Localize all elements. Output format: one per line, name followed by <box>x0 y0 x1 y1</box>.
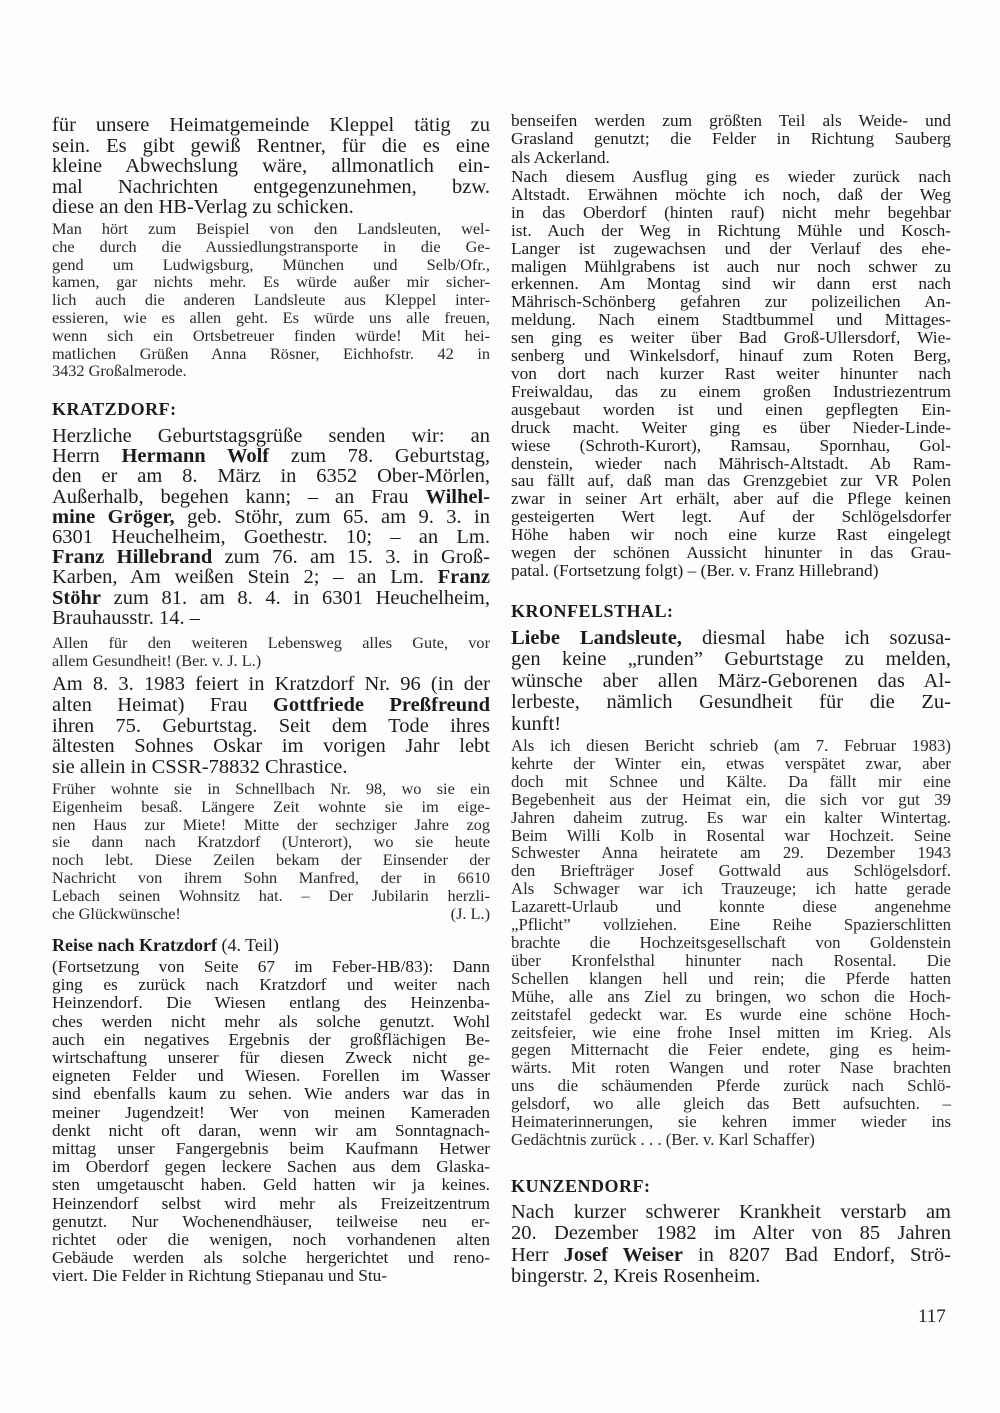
text-line: mal Nachrichten entgegenzunehmen, bzw. <box>52 175 490 198</box>
article-title: Reise nach Kratzdorf <box>52 935 217 955</box>
text-segment: zum 78. Geburtstag, <box>269 445 490 468</box>
paragraph-reise-part2 <box>511 168 951 580</box>
text-line: gen keine „runden” Geburtstage zu melden, <box>511 648 951 671</box>
text-line: gend um Ludwigsburg, München und Selb/Ofr., <box>52 254 490 274</box>
bold-name: mine Gröger, <box>52 505 175 528</box>
text-line: kamen, gar nichts mehr. Es würde außer mir sicher- <box>52 272 490 292</box>
text-segment: (J. L.) <box>450 903 490 923</box>
text-segment: Außerhalb, begehen kann; – an Frau <box>52 485 426 508</box>
text-segment: in 8207 Bad Endorf, Strö- <box>682 1243 951 1266</box>
text-line: Allen für den weiteren Lebensweg alles Gute, vor <box>52 633 490 652</box>
text-line: mittag unser Fangergebnis beim Kaufmann Hetwer <box>52 1139 490 1159</box>
text-line: denkt nicht oft daran, wenn wir am Sonntagnach- <box>52 1120 490 1140</box>
text-line: Heinzendorf. Die Wiesen entlang des Heinzenba- <box>52 993 490 1013</box>
text-line: uns die schäumenden Pferde zurück nach Schlö- <box>511 1076 951 1096</box>
text-segment: che Glückwünsche! <box>52 903 181 923</box>
text-segment: zum 81. am 8. 4. in 6301 Heuchelheim, <box>100 586 490 609</box>
bold-name: Franz Hillebrand <box>52 546 213 569</box>
text-line: Jahren daheim zutrug. Es war ein kalter Wintertag. <box>511 807 951 827</box>
text-segment: zum 76. am 15. 3. in Groß- <box>212 546 490 569</box>
text-line: noch lebt. Diese Zeilen bekam der Einsender der <box>52 850 490 870</box>
text-line: Altstadt. Erwähnen möchte ich noch, daß der Weg <box>511 184 951 204</box>
bold-name: Franz <box>437 566 490 589</box>
text-line: Schwester Anna heiratete am 29. Dezember 1943 <box>511 843 951 863</box>
text-line: sau fällt auf, daß man das Grenzgebiet zur VR Polen <box>511 471 951 491</box>
text-line: ging es zurück nach Kratzdorf und weiter nach <box>52 975 490 995</box>
text-line: Man hört zum Beispiel von den Landsleuten, wel- <box>52 219 490 238</box>
text-line: Nach kurzer schwerer Krankheit verstarb am <box>511 1201 951 1223</box>
text-line: Begebenheit aus der Heimat ein, die sich vor gut 39 <box>511 789 951 809</box>
text-line: wegen der schönen Aussicht hinunter in das Grau- <box>511 543 951 563</box>
paragraph-reise-continued <box>511 112 951 167</box>
text-line: gelsdorf, wo alle gleich das Bett aufsuchten. – <box>511 1094 951 1114</box>
text-line: Mährisch-Schönberg gefahren zur polizeilichen An- <box>511 292 951 312</box>
text-line: nen Haus zur Miete! Mitte der sechziger Jahre zog <box>52 814 490 834</box>
text-line: als Ackerland. <box>511 147 610 167</box>
text-line: sind ebenfalls kaum zu sehen. Wie anders war das in <box>52 1084 490 1104</box>
text-line: auch ein negatives Ergebnis der großflächigen Be- <box>52 1029 490 1049</box>
text-line: druck macht. Weiter ging es über Nieder-Linde- <box>511 417 951 437</box>
text-line: gesteigerten Wert legt. Auf der Schlögelsdorfer <box>511 507 951 527</box>
text-line: zeitsfeier, wie eine frohe Insel mitten im Krieg. Als <box>511 1022 951 1042</box>
text-line: zwar in seiner Art erhält, aber auf die Pflege keinen <box>511 489 951 509</box>
text-line: sie allein in CSSR-78832 Chrastice. <box>52 756 348 779</box>
text-line: Gebäude werden als solche hergerichtet und reno- <box>52 1248 490 1268</box>
text-line: lerbeste, nämlich Gesundheit für die Zu- <box>511 691 951 714</box>
text-line <box>52 487 490 507</box>
text-line: patal. (Fortsetzung folgt) – (Ber. v. Franz Hillebrand) <box>511 560 879 580</box>
text-line: Freiwaldau, das zu einem großen Industriezentrum <box>511 381 951 401</box>
text-line: Heinzendorf selbst wird mehr als Freizeitzentrum <box>52 1193 490 1213</box>
text-segment: alten Heimat) Frau <box>52 693 273 716</box>
text-line: diese an den HB-Verlag zu schicken. <box>52 196 354 219</box>
paragraph-kronfelsthal-wedding <box>511 737 951 1149</box>
text-line: „Pflicht” vollziehen. Eine Reihe Spazierschlitten <box>511 915 951 935</box>
text-line: kehrte der Winter ein, etwas verspätet zwar, aber <box>511 753 951 773</box>
section-heading-kunzendorf: KUNZENDORF: <box>511 1176 651 1196</box>
text-line: brachte die Hochzeitsgesellschaft von Goldenstein <box>511 932 951 952</box>
text-line: Gedächtnis zurück . . . (Ber. v. Karl Schaffer) <box>511 1129 815 1149</box>
bold-name: Gottfriede Preßfreund <box>272 693 490 716</box>
text-line: kleine Abwechslung wäre, allmonatlich ein- <box>52 155 490 178</box>
text-line: allem Gesundheit! (Ber. v. J. L.) <box>52 650 262 670</box>
text-line: ältesten Sohnes Oskar im vorigen Jahr lebt <box>52 735 490 758</box>
text-line: denstein, wieder nach Mährisch-Altstadt. Ab Ram- <box>511 453 951 473</box>
text-line: kunft! <box>511 712 562 735</box>
text-line: Schellen klangen hell und rein; die Pferde hatten <box>511 968 951 988</box>
paragraph-kratzdorf-history <box>52 780 490 922</box>
section-heading-kronfelsthal: KRONFELSTHAL: <box>511 601 674 621</box>
text-line: über Kronfelsthal hinunter nach Rosental. Die <box>511 950 951 970</box>
paragraph-reise-part1 <box>52 958 490 1286</box>
text-line: Früher wohnte sie in Schnellbach Nr. 98, wo sie ein <box>52 779 490 798</box>
text-line: im Oberdorf gegen leckere Sachen aus dem Glaska- <box>52 1157 490 1177</box>
text-line <box>52 507 490 527</box>
text-line: senberg und Winkelsdorf, hinauf zum Roten Berg, <box>511 346 951 366</box>
paragraph-kleppel-letter <box>52 220 490 380</box>
text-line: bingerstr. 2, Kreis Rosenheim. <box>511 1264 761 1287</box>
text-line: wenn sich ein Ortsbetreuer finden würde! Mit hei- <box>52 325 490 345</box>
page-number: 117 <box>918 1306 946 1327</box>
text-line: gegen Mitternacht die Feier endete, ging es heim- <box>511 1040 951 1060</box>
text-line: ist. Auch der Weg in Richtung Mühle und Kosch- <box>511 220 951 240</box>
text-line: 6301 Heuchelheim, Goethestr. 10; – an Lm. <box>52 526 490 549</box>
text-line: wiese (Schroth-Kurort), Ramsau, Spornhau, Gol- <box>511 435 951 455</box>
text-line: Mühe, alle ans Ziel zu bringen, wo schon die Hoch- <box>511 986 951 1006</box>
article-heading-reise <box>52 935 490 956</box>
text-line: wärts. Mit roten Wangen und roter Nase brachten <box>511 1058 951 1078</box>
text-line: Nachricht von ihrem Sohn Manfred, der in 6610 <box>52 867 490 887</box>
text-line: von dort nach kurzer Rast weiter hinunter nach <box>511 363 951 383</box>
text-line: essieren, wie es allen geht. Es würde uns alle freuen, <box>52 307 490 327</box>
text-line: 3432 Großalmerode. <box>52 361 187 381</box>
text-line: Langer ist zugewachsen und der Verlauf des ehe- <box>511 238 951 258</box>
text-line <box>511 1245 951 1266</box>
text-line: Als Schwager war ich Trauzeuge; ich hatte gerade <box>511 879 951 899</box>
text-line: Höhe haben wir noch eine kurze Rast eingelegt <box>511 525 951 545</box>
paragraph-kleppel-intro <box>52 115 490 218</box>
text-line: (Fortsetzung von Seite 67 im Feber-HB/83): Dann <box>52 957 490 976</box>
text-line: richtet oder die wenigen, noch vorhandenen alten <box>52 1230 490 1250</box>
text-line: che durch die Aussiedlungstransporte in die Ge- <box>52 236 490 256</box>
text-line <box>52 567 490 587</box>
paragraph-kratzdorf-pressfreund <box>52 674 490 778</box>
text-line: Brauhausstr. 14. – <box>52 606 201 629</box>
text-line: benseifen werden zum größten Teil als Weide- und <box>511 111 951 130</box>
text-line: maligen Mühlgrabens ist auch nur noch schwer zu <box>511 256 951 276</box>
text-line: eigneten Felder und Wiesen. Forellen im Wasser <box>52 1066 490 1086</box>
text-line: meldung. Nach einem Stadtbummel und Mittages- <box>511 310 951 330</box>
text-line: sten umgetauscht haben. Geld hatten wir ja keines. <box>52 1175 490 1195</box>
text-segment: geb. Stöhr, zum 65. am 9. 3. in <box>174 505 490 528</box>
text-line <box>511 628 951 649</box>
text-line: Heimaterinnerungen, sie kehren immer wieder ins <box>511 1112 951 1132</box>
text-line: Am 8. 3. 1983 feiert in Kratzdorf Nr. 96 (in der <box>52 673 490 695</box>
text-line: zeitstafel gedeckt war. Es wurde eine schöne Hoch- <box>511 1004 951 1024</box>
text-segment: Karben, Am weißen Stein 2; – an Lm. <box>52 566 438 589</box>
paragraph-kratzdorf-birthdays <box>52 426 490 628</box>
text-line <box>52 588 490 608</box>
text-line: Lebach seinen Wohnsitz hat. – Der Jubilarin herzli- <box>52 885 490 905</box>
text-line: Herzliche Geburtstagsgrüße senden wir: an <box>52 425 490 447</box>
bold-name: Josef Weiser <box>563 1243 683 1266</box>
text-line: den er am 8. März in 6352 Ober-Mörlen, <box>52 465 490 488</box>
text-line: Nach diesem Ausflug ging es wieder zurück nach <box>511 167 951 186</box>
text-line: lich auch die anderen Landsleute aus Kleppel inter- <box>52 290 490 310</box>
text-line: ches werden nicht mehr als solche genutzt. Wohl <box>52 1011 490 1031</box>
text-line: Eigenheim besaß. Längere Zeit wohnte sie im eige- <box>52 796 490 816</box>
bold-name: Stöhr <box>52 586 101 609</box>
text-line: Als ich diesen Bericht schrieb (am 7. Februar 1983) <box>511 736 951 755</box>
text-line: matlichen Grüßen Anna Rösner, Eichhofstr. 42 in <box>52 343 490 363</box>
bold-name: Liebe Landsleute, <box>511 627 682 649</box>
text-line: 20. Dezember 1982 im Alter von 85 Jahren <box>511 1222 951 1245</box>
text-line: ausgebaut worden ist und einen gepflegten Ein- <box>511 399 951 419</box>
paragraph-kratzdorf-wishes <box>52 634 490 669</box>
text-segment: Herrn <box>52 445 122 468</box>
text-line: ihren 75. Geburtstag. Seit dem Tode ihres <box>52 714 490 737</box>
text-line: sen ging es weiter über Bad Groß-Ullersdorf, Wie- <box>511 328 951 348</box>
paragraph-kunzendorf-obituary <box>511 1202 951 1287</box>
text-line: genutzt. Nur Wochenendhäuser, teilweise neu er- <box>52 1211 490 1231</box>
text-line: erkennen. Am Montag sind wir dann erst nach <box>511 274 951 294</box>
text-line: Grasland genutzt; die Felder in Richtung Sauberg <box>511 129 951 149</box>
text-line: wirtschaftung unserer für diesen Zweck nicht ge- <box>52 1048 490 1068</box>
text-line: sie dann nach Kratzdorf (Unterort), wo sie heute <box>52 832 490 852</box>
text-segment: diesmal habe ich sozusa- <box>681 627 951 649</box>
article-part: (4. Teil) <box>216 935 279 955</box>
paragraph-kronfelsthal-greeting <box>511 628 951 735</box>
text-line: in das Oberdorf (hinten rauf) nicht mehr begehbar <box>511 202 951 222</box>
text-line: für unsere Heimatgemeinde Kleppel tätig zu <box>52 114 490 136</box>
text-line: Beim Willi Kolb in Rosental war Hochzeit. Seine <box>511 825 951 845</box>
section-heading-kratzdorf: KRATZDORF: <box>52 399 177 419</box>
text-line: doch mit Schnee und Kälte. Da fällt mir eine <box>511 771 951 791</box>
bold-name: Wilhel- <box>425 485 490 508</box>
text-line: meiner Jugendzeit! Wer von meinen Kameraden <box>52 1102 490 1122</box>
text-line <box>52 695 490 716</box>
text-line: sein. Es gibt gewiß Rentner, für die es eine <box>52 134 490 157</box>
text-line <box>52 905 490 923</box>
text-line <box>52 547 490 567</box>
text-line: Lazarett-Urlaub und konnte diese angenehme <box>511 897 951 917</box>
text-line: wünsche aber allen März-Geborenen das Al- <box>511 669 951 692</box>
text-line <box>52 446 490 466</box>
text-segment: Herr <box>511 1243 564 1266</box>
text-line: viert. Die Felder in Richtung Stiepanau und Stu- <box>52 1266 388 1286</box>
text-line: den Briefträger Josef Gottwald aus Schlögelsdorf. <box>511 861 951 881</box>
bold-name: Hermann Wolf <box>121 445 270 468</box>
